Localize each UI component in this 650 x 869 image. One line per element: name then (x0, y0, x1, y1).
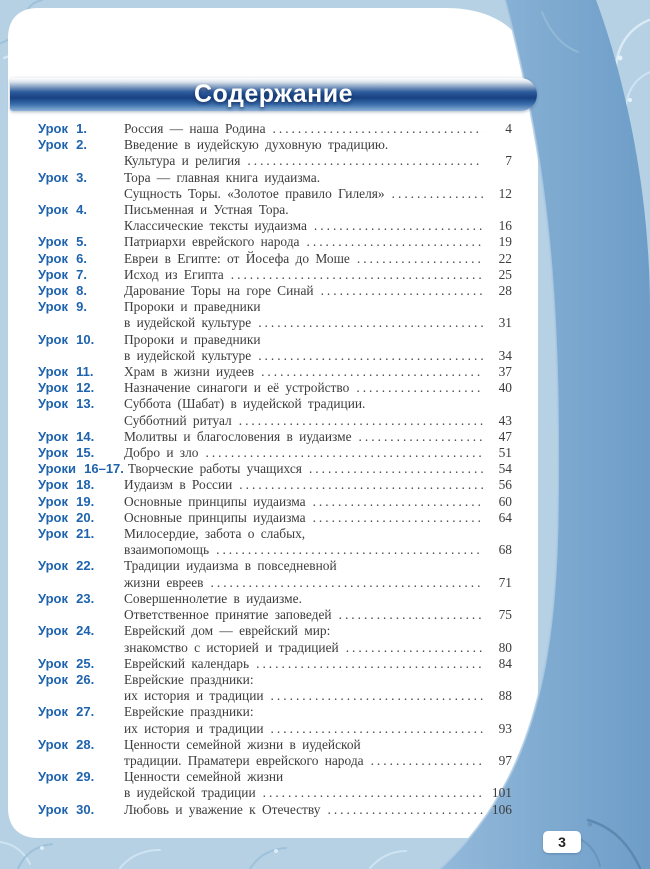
toc-entry (38, 429, 512, 445)
dot-leader (356, 380, 483, 396)
toc-entry-label: Урок 28. (38, 736, 95, 752)
toc-entry-page-number: 71 (498, 574, 512, 590)
dot-leader (271, 721, 483, 737)
toc-entry-text: Еврейские праздники: (124, 704, 254, 720)
toc-entry-title (124, 445, 512, 461)
toc-entry-text: Россия — наша Родина (124, 121, 266, 136)
toc-entry (38, 283, 512, 299)
toc-entry-title (124, 121, 512, 137)
toc-entry-text: их история и традиции (124, 688, 264, 704)
toc-entry-label: Урок 27. (38, 704, 95, 720)
toc-entry-title (124, 623, 512, 655)
toc-entry-page-number: 97 (498, 752, 512, 768)
toc-entry-text: Еврейский дом — еврейский мир: (124, 623, 331, 639)
dot-leader (258, 315, 483, 331)
toc-entry-text: Классические тексты иудаизма (124, 218, 307, 234)
dot-leader (231, 267, 483, 283)
dot-leader (211, 575, 483, 591)
toc-entry-title (124, 137, 512, 169)
toc-entry-text: Основные принципы иудаизма (124, 509, 306, 525)
toc-entry-label: Урок 4. (38, 202, 87, 218)
toc-entry (38, 234, 512, 250)
toc-entry-page-number: 106 (491, 801, 512, 817)
contents-banner (10, 78, 537, 111)
toc-entry-label: Урок 8. (38, 283, 87, 299)
toc-entry-title (124, 299, 512, 331)
dot-leader (371, 753, 483, 769)
dot-leader (339, 607, 483, 623)
toc-entry (38, 737, 512, 769)
toc-entry-label: Урок 6. (38, 250, 87, 266)
toc-entry-text: Иудаизм в России (124, 477, 233, 493)
toc-entry-page-number: 56 (498, 477, 512, 493)
toc-entry-label: Урок 18. (38, 477, 95, 493)
dot-leader (256, 656, 483, 672)
toc-entry-page-number: 28 (498, 283, 512, 299)
toc-entry-page-number: 47 (498, 428, 512, 444)
toc-entry-page-number: 84 (498, 655, 512, 671)
toc-entry (38, 332, 512, 364)
toc-entry-page-number: 101 (491, 785, 512, 801)
toc-entry (38, 510, 512, 526)
toc-entry (38, 769, 512, 801)
toc-entry-text: традиции. Праматери еврейского народа (124, 752, 364, 768)
toc-entry-page-number: 31 (498, 315, 512, 331)
toc-entry-title (124, 769, 512, 801)
page-title: Содержание (193, 80, 354, 108)
page-number-tab (543, 831, 581, 853)
toc-entry (38, 364, 512, 380)
toc-entry-title (124, 704, 512, 736)
dot-leader (313, 510, 483, 526)
toc-entry-title (124, 737, 512, 769)
dot-leader (313, 494, 483, 510)
toc-entry-text: Милосердие, забота о слабых, (124, 526, 306, 542)
toc-entry-page-number: 34 (498, 347, 512, 363)
toc-entry-page-number: 16 (498, 218, 512, 234)
toc-entry-label: Урок 30. (38, 801, 95, 817)
toc-entry-text: в иудейской культуре (124, 315, 252, 331)
toc-entry-page-number: 43 (498, 412, 512, 428)
toc-entry-text: Введение в иудейскую духовную традицию. (124, 137, 389, 153)
toc-entry-label: Урок 2. (38, 137, 87, 153)
toc-entry (38, 494, 512, 510)
toc-entry-text: Добро и зло (124, 445, 199, 461)
toc-entry-page-number: 25 (498, 266, 512, 282)
toc-entry (38, 380, 512, 396)
toc-entry-label: Урок 20. (38, 509, 95, 525)
toc-entry-title (124, 380, 512, 396)
dot-leader (239, 477, 483, 493)
toc-entry (38, 445, 512, 461)
dot-leader (314, 218, 483, 234)
toc-entry-text: Назначение синагоги и её устройство (124, 380, 350, 396)
toc-entry-label: Урок 1. (38, 121, 87, 136)
toc-entry-title (124, 558, 512, 590)
toc-entry-label: Урок 29. (38, 769, 95, 785)
toc-entry-text: в иудейской традиции (124, 785, 256, 801)
toc-entry-text: Еврейский календарь (124, 655, 250, 671)
toc-entry-text: в иудейской культуре (124, 347, 252, 363)
toc-entry-page-number: 80 (498, 639, 512, 655)
dot-leader (258, 348, 483, 364)
toc-entry-text: их история и традиции (124, 720, 264, 736)
toc-entry-label: Урок 21. (38, 526, 95, 542)
toc-entry-title (124, 202, 512, 234)
toc-entry-text: Традиции иудаизма в повседневной (124, 558, 337, 574)
toc-entry-text: Пророки и праведники (124, 299, 261, 315)
toc-entry (38, 558, 512, 590)
toc-entry (38, 299, 512, 331)
toc-entry (38, 477, 512, 493)
toc-entry-page-number: 37 (498, 364, 512, 380)
toc-entry-text: знакомство с историей и традицией (124, 639, 339, 655)
dot-leader (359, 429, 483, 445)
toc-entry (38, 461, 512, 477)
toc-entry-label: Урок 11. (38, 364, 94, 380)
toc-entry-title (124, 672, 512, 704)
toc-entry-label: Урок 14. (38, 428, 95, 444)
toc-entry (38, 170, 512, 202)
toc-entry-label: Урок 5. (38, 234, 87, 250)
toc-entry-title (124, 267, 512, 283)
toc-entry-page-number: 93 (498, 720, 512, 736)
toc-entry-text: Творческие работы учащихся (127, 461, 302, 477)
toc-entry-page-number: 22 (498, 250, 512, 266)
dot-leader (205, 445, 483, 461)
toc-entry-label: Урок 23. (38, 590, 95, 606)
dot-leader (309, 461, 483, 477)
toc-entry-page-number: 68 (498, 542, 512, 558)
dot-leader (263, 785, 483, 801)
toc-entry-page-number: 19 (498, 234, 512, 250)
toc-entry-label: Урок 9. (38, 299, 87, 315)
toc-entry-title (124, 477, 512, 493)
toc-entry-label: Урок 10. (38, 331, 95, 347)
toc-entry-title (124, 494, 512, 510)
toc-entry-text: Тора — главная книга иудаизма. (124, 169, 321, 185)
toc-entry-text: Храм в жизни иудеев (124, 364, 255, 380)
dot-leader (357, 251, 483, 267)
dot-leader (247, 153, 483, 169)
toc-entry-label: Урок 22. (38, 558, 95, 574)
dot-leader (346, 640, 483, 656)
toc-entry (38, 704, 512, 736)
dot-leader (307, 234, 484, 250)
dot-leader (273, 121, 483, 137)
toc-entry (38, 591, 512, 623)
toc-entry-text: Сущность Торы. «Золотое правило Гилеля» (124, 185, 385, 201)
toc-entry-text: Дарование Торы на горе Синай (124, 283, 314, 299)
toc-entry (38, 656, 512, 672)
toc-entry-title (124, 283, 512, 299)
page-number: 3 (558, 834, 566, 850)
toc-entry-page-number: 4 (505, 121, 512, 136)
toc-entry-title (128, 461, 512, 477)
toc-entry-text: Еврейские праздники: (124, 671, 254, 687)
toc-entry-page-number: 51 (498, 445, 512, 461)
toc-entry-page-number: 40 (498, 380, 512, 396)
toc-entry-page-number: 75 (498, 607, 512, 623)
dot-leader (321, 283, 483, 299)
toc-entry-title (124, 332, 512, 364)
toc-entry-label: Урок 25. (38, 655, 95, 671)
toc-entry-page-number: 7 (505, 153, 512, 169)
toc-entry-label: Урок 3. (38, 169, 87, 185)
toc-entry-text: Пророки и праведники (124, 331, 261, 347)
toc-entry-title (124, 170, 512, 202)
toc-entry-page-number: 60 (498, 493, 512, 509)
toc-entry-label: Урок 13. (38, 396, 95, 412)
toc-entry-page-number: 88 (498, 688, 512, 704)
toc-entry (38, 137, 512, 169)
toc-entry (38, 121, 512, 137)
dot-leader (239, 413, 483, 429)
toc-list (38, 121, 512, 818)
toc-entry (38, 267, 512, 283)
toc-entry-title (124, 364, 512, 380)
dot-leader (327, 802, 483, 818)
toc-entry-label: Урок 19. (38, 493, 95, 509)
toc-entry-page-number: 54 (498, 461, 512, 477)
toc-entry-text: Ценности семейной жизни (124, 769, 284, 785)
toc-entry-text: Исход из Египта (124, 266, 224, 282)
toc-entry-text: Письменная и Устная Тора. (124, 202, 289, 218)
toc-entry-label: Урок 15. (38, 445, 95, 461)
toc-entry-title (124, 234, 512, 250)
toc-entry (38, 802, 512, 818)
toc-entry-title (124, 510, 512, 526)
toc-entry-text: Ценности семейной жизни в иудейской (124, 736, 361, 752)
toc-entry (38, 396, 512, 428)
toc-entry-label: Урок 12. (38, 380, 95, 396)
dot-leader (216, 542, 483, 558)
toc-entry-title (124, 526, 512, 558)
toc-entry-text: Любовь и уважение к Отечеству (124, 801, 321, 817)
dot-leader (261, 364, 483, 380)
toc-entry-text: взаимопомощь (124, 542, 210, 558)
toc-entry-text: Патриархи еврейского народа (124, 234, 300, 250)
toc-entry-label: Урок 7. (38, 266, 87, 282)
toc-entry (38, 251, 512, 267)
toc-entry (38, 202, 512, 234)
toc-entry-text: Субботний ритуал (124, 412, 232, 428)
toc-entry-text: Молитвы и благословения в иудаизме (124, 428, 352, 444)
toc-entry-label: Урок 26. (38, 671, 95, 687)
toc-entry-text: жизни евреев (124, 574, 204, 590)
toc-entry-title (124, 802, 512, 818)
toc-entry-text: Совершеннолетие в иудаизме. (124, 590, 302, 606)
toc-entry-title (124, 656, 512, 672)
toc-entry-label: Урок 24. (38, 623, 95, 639)
toc-entry (38, 526, 512, 558)
toc-entry-title (124, 251, 512, 267)
toc-entry-text: Ответственное принятие заповедей (124, 607, 332, 623)
dot-leader (392, 186, 483, 202)
toc-entry-label: Уроки 16–17. (38, 461, 124, 477)
toc-entry (38, 672, 512, 704)
toc-entry-text: Суббота (Шабат) в иудейской традиции. (124, 396, 366, 412)
toc-entry-title (124, 591, 512, 623)
toc-entry-title (124, 429, 512, 445)
toc-entry-page-number: 64 (498, 509, 512, 525)
toc-entry-page-number: 12 (498, 185, 512, 201)
toc-entry-text: Евреи в Египте: от Йосефа до Моше (124, 250, 350, 266)
toc-entry-text: Основные принципы иудаизма (124, 493, 306, 509)
toc-entry (38, 623, 512, 655)
toc-entry-text: Культура и религия (124, 153, 241, 169)
toc-entry-title (124, 396, 512, 428)
dot-leader (271, 688, 483, 704)
